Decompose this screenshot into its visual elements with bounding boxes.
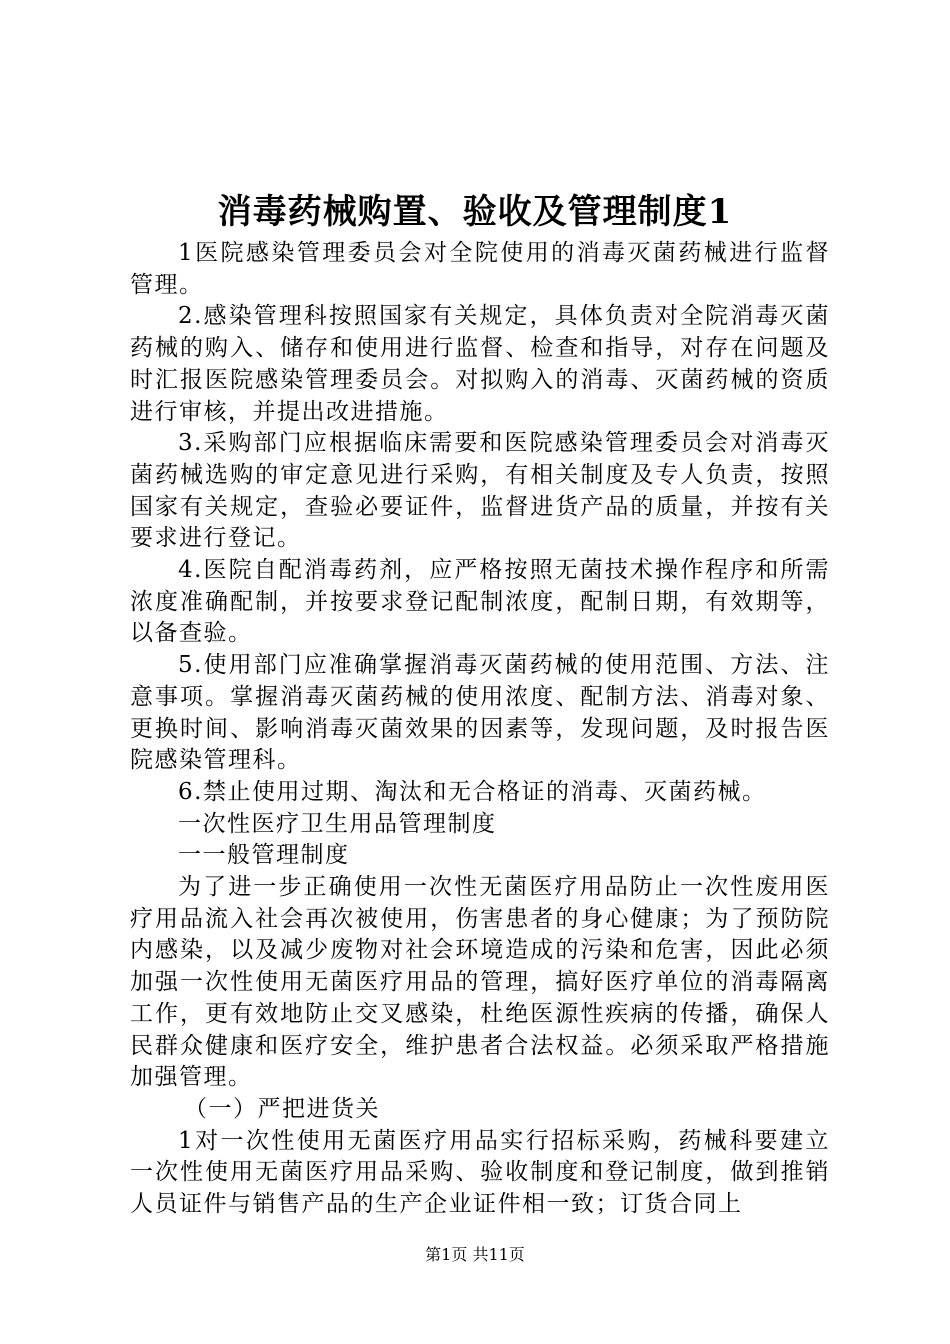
- document-body: [130, 238, 830, 1221]
- paragraph: 1医院感染管理委员会对全院使用的消毒灭菌药械进行监督管理。: [130, 240, 830, 298]
- paragraph: 1对一次性使用无菌医疗用品实行招标采购，药械科要建立一次性使用无菌医疗用品采购、验收制度和登记制度，做到推销人员证件与销售产品的生产企业证件相一致；订货合同上: [130, 1127, 830, 1218]
- paragraph: 3.采购部门应根据临床需要和医院感染管理委员会对消毒灭菌药械选购的审定意见进行采购，有相关制度及专人负责，按照国家有关规定，查验必要证件，监督进货产品的质量，并按有关要求进行登记。: [130, 430, 830, 552]
- paragraph: 4.医院自配消毒药剂，应严格按照无菌技术操作程序和所需浓度准确配制，并按要求登记配制浓度，配制日期，有效期等，以备查验。: [130, 557, 830, 647]
- section-heading: （一）严把进货关: [184, 1095, 380, 1122]
- paragraph: 6.禁止使用过期、淘汰和无合格证的消毒、灭菌药械。: [178, 778, 767, 805]
- document-title: 消毒药械购置、验收及管理制度1: [217, 192, 733, 232]
- section-heading: 一一般管理制度: [178, 842, 350, 869]
- section-heading: 一次性医疗卫生用品管理制度: [178, 810, 497, 837]
- paragraph: 为了进一步正确使用一次性无菌医疗用品防止一次性废用医疗用品流入社会再次被使用，伤害患者的身心健康；为了预防院内感染，以及减少废物对社会环境造成的污染和危害，因此必须加强一次性使用无菌医疗用品的管理，搞好医疗单位的消毒隔离工作，更有效地防止交叉感染，杜绝医源性疾病的传播，确保人民群众健康和医疗安全，维护患者合法权益。必须采取严格措施加强管理。: [130, 874, 830, 1091]
- page-number-footer: 第1页 共11页: [425, 1245, 525, 1264]
- paragraph: 2.感染管理科按照国家有关规定，具体负责对全院消毒灭菌药械的购入、储存和使用进行监督、检查和指导，对存在问题及时汇报医院感染管理委员会。对拟购入的消毒、灭菌药械的资质进行审核，并提出改进措施。: [130, 303, 830, 425]
- paragraph: 5.使用部门应准确掌握消毒灭菌药械的使用范围、方法、注意事项。掌握消毒灭菌药械的使用浓度、配制方法、消毒对象、更换时间、影响消毒灭菌效果的因素等，发现问题，及时报告医院感染管理科。: [130, 652, 830, 774]
